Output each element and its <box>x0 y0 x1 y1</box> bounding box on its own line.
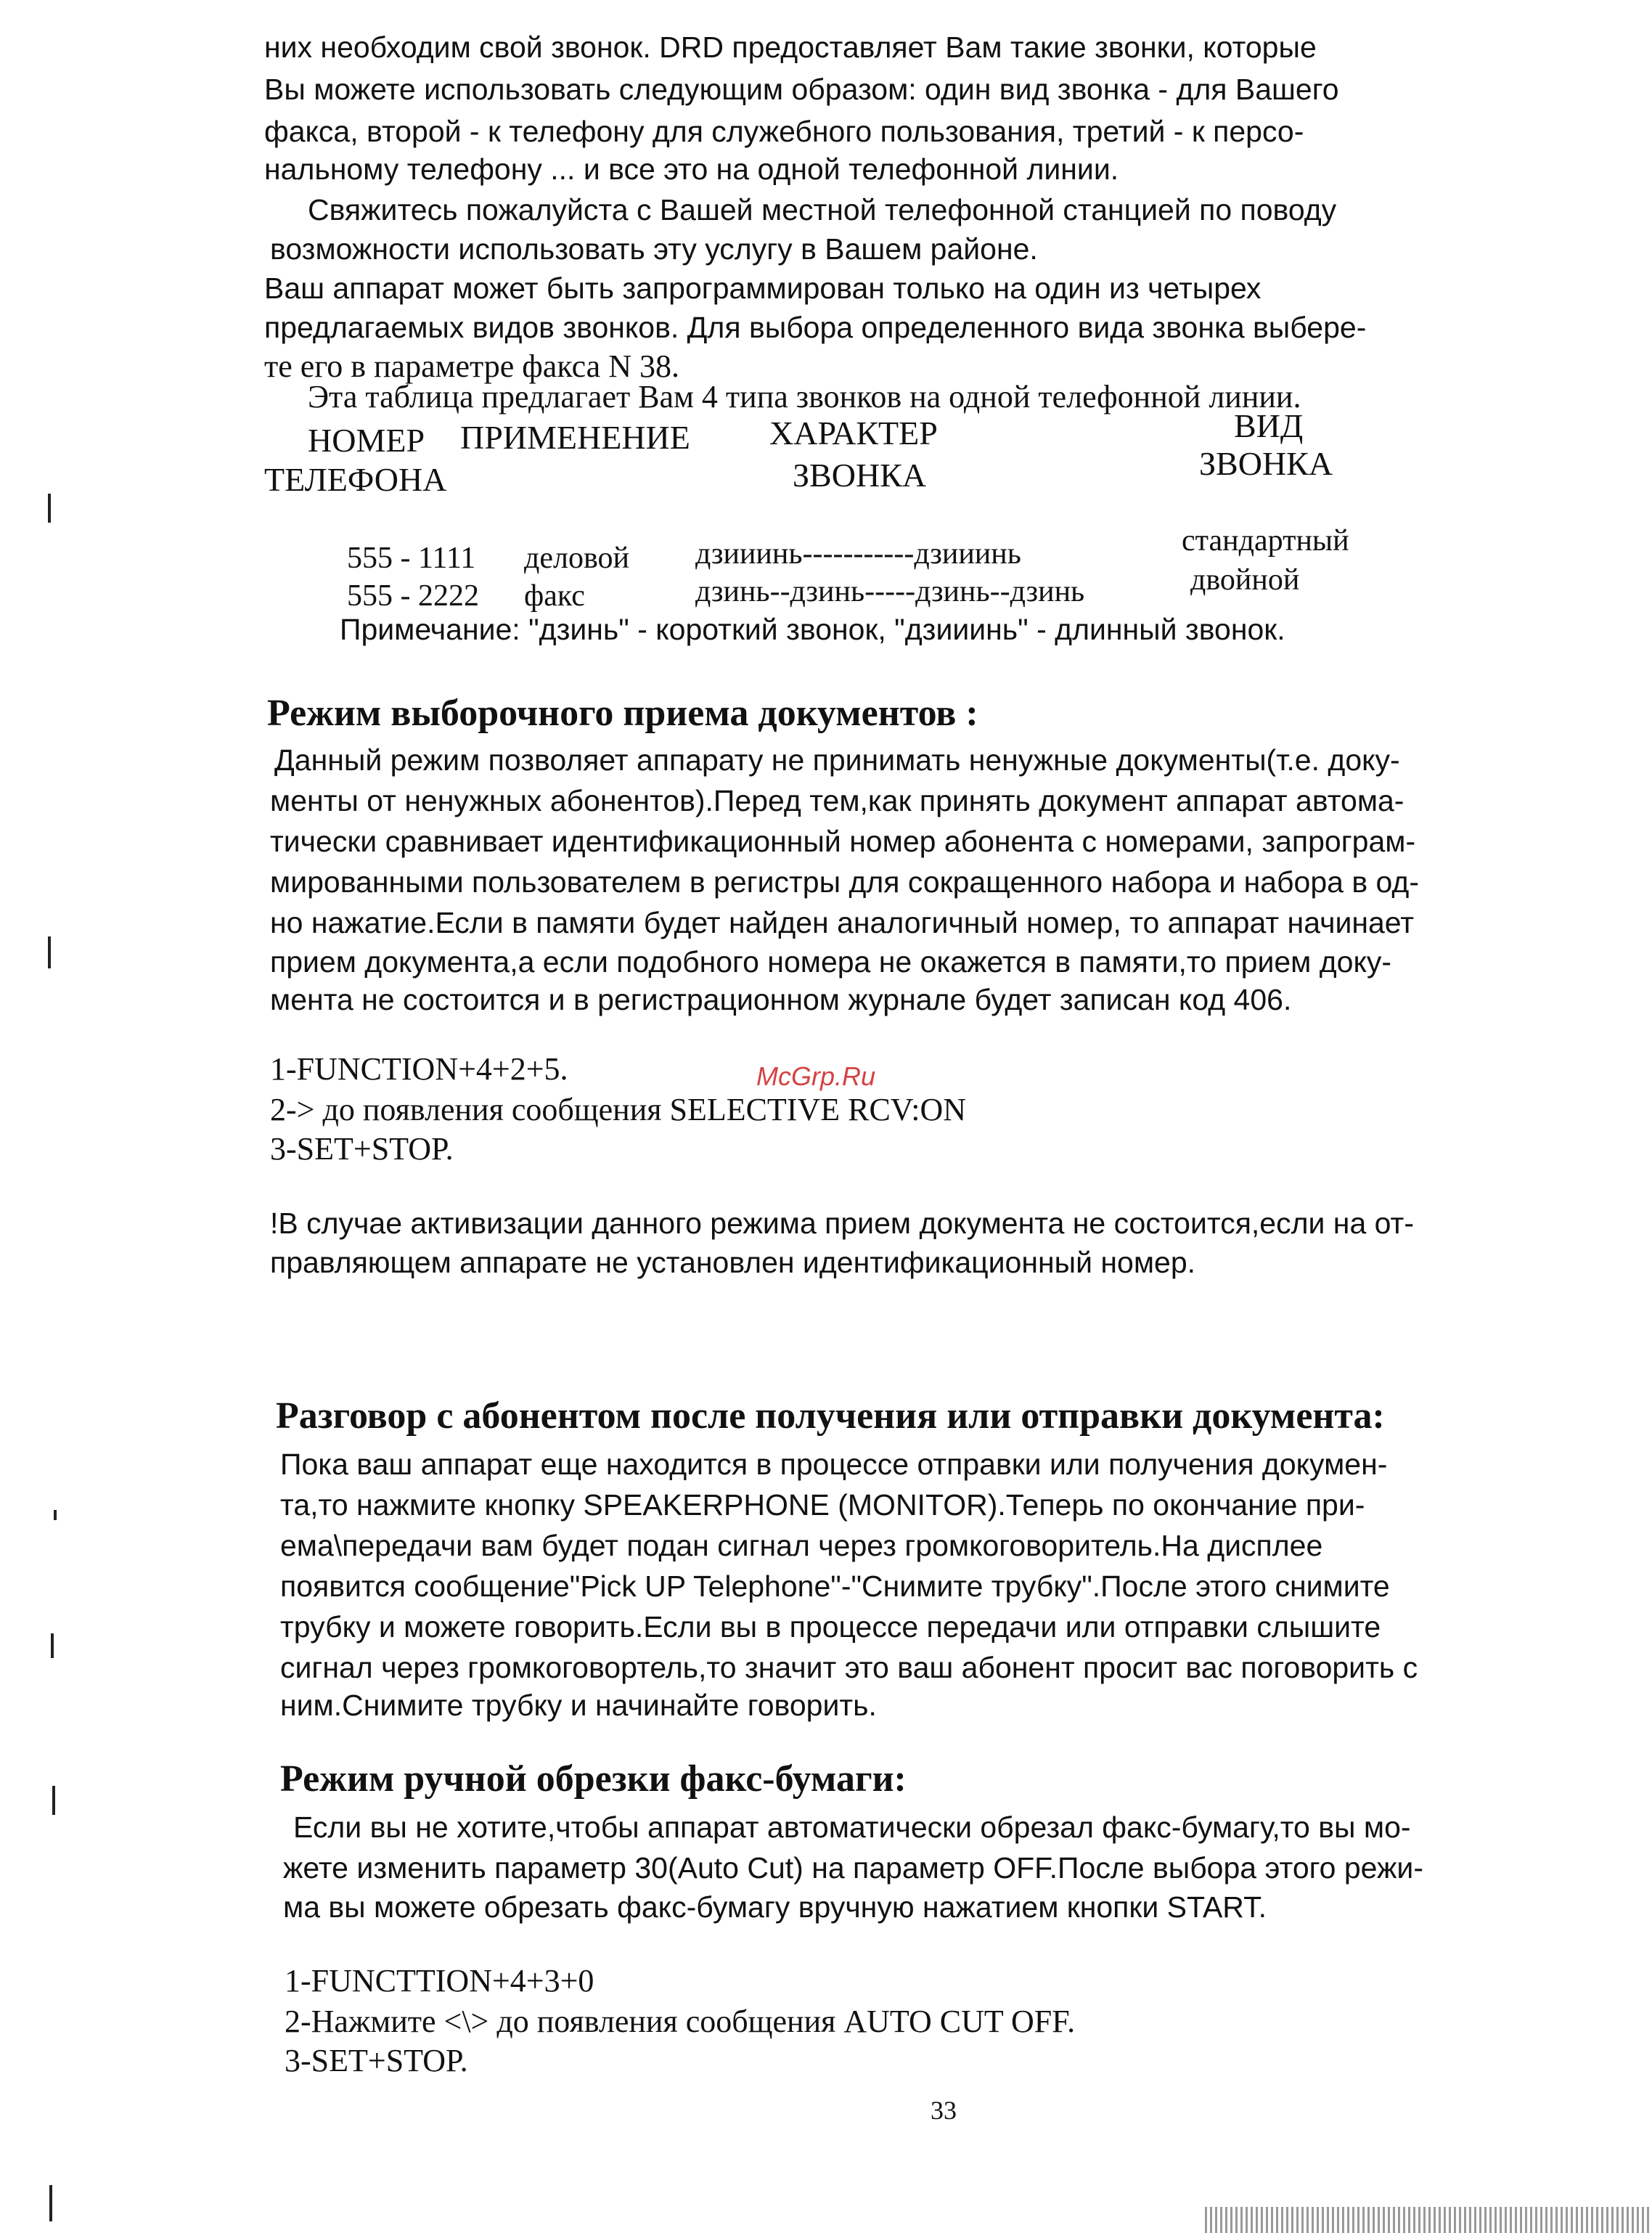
paragraph-line: та,то нажмите кнопку SPEAKERPHONE (MONITOR).Теперь по окончание при- <box>280 1488 1365 1522</box>
table-header-number: НОМЕР <box>308 422 425 459</box>
table-note: Примечание: "дзинь" - короткий звонок, "дзииинь" - длинный звонок. <box>340 613 1285 646</box>
table-cell-number: 555 - 2222 <box>347 579 479 613</box>
intro-line: Свяжитесь пожалуйста с Вашей местной телефонной станцией по поводу <box>308 193 1337 226</box>
section-title-talk: Разговор с абонентом после получения или отправки документа: <box>276 1395 1385 1437</box>
paragraph-line: но нажатие.Если в памяти будет найден аналогичный номер, то аппарат начинает <box>270 906 1415 939</box>
paragraph-line: прием документа,а если подобного номера не окажется в памяти,то прием доку- <box>270 945 1392 979</box>
paragraph-line: мированными пользователем в регистры для сокращенного набора и набора в од- <box>270 865 1419 899</box>
scan-mark <box>48 936 51 968</box>
intro-line: нальному телефону ... и все это на одной телефонной линии. <box>264 152 1119 186</box>
scan-mark <box>54 1510 57 1520</box>
intro-line: Эта таблица предлагает Вам 4 типа звонков на одной телефонной линии. <box>308 379 1301 415</box>
scan-mark <box>51 1633 54 1658</box>
page-number: 33 <box>931 2096 957 2125</box>
warning-line: правляющем аппарате не установлен идентификационный номер. <box>270 1246 1196 1279</box>
paragraph-line: ним.Снимите трубку и начинайте говорить. <box>280 1689 877 1722</box>
table-header-usage: ПРИМЕНЕНИЕ <box>460 419 690 456</box>
scan-mark <box>52 1786 55 1815</box>
intro-line: возможности использовать эту услугу в Вашем районе. <box>270 232 1038 266</box>
step-line: 3-SET+STOP. <box>270 1131 454 1167</box>
step-line: 1-FUNCTION+4+2+5. <box>270 1051 568 1087</box>
paragraph-line: тически сравнивает идентификационный номер абонента с номерами, запрограм- <box>270 825 1416 858</box>
paragraph-line: менты от ненужных абонентов).Перед тем,как принять документ аппарат автома- <box>270 784 1404 817</box>
step-line: 1-FUNCTTION+4+3+0 <box>285 1963 594 1999</box>
intro-line: предлагаемых видов звонков. Для выбора определенного вида звонка выбере- <box>264 311 1367 344</box>
section-title-selective: Режим выборочного приема документов : <box>267 693 978 734</box>
step-line: 2-> до появления сообщения SELECTIVE RCV:ON <box>270 1092 967 1127</box>
table-header-character: ХАРАКТЕР <box>769 415 938 452</box>
intro-line: факса, второй - к телефону для служебного пользования, третий - к персо- <box>264 115 1304 148</box>
paragraph-line: Пока ваш аппарат еще находится в процессе отправки или получения докумен- <box>280 1448 1388 1481</box>
paragraph-line: сигнал через громкоговортель,то значит это ваш абонент просит вас поговорить с <box>280 1651 1418 1684</box>
table-header-kind: ЗВОНКА <box>1199 445 1333 482</box>
table-header-kind: ВИД <box>1234 407 1304 444</box>
table-cell-pattern: дзинь--дзинь-----дзинь--дзинь <box>695 575 1085 608</box>
intro-line: Вы можете использовать следующим образом: один вид звонка - для Вашего <box>264 73 1339 106</box>
table-cell-kind: двойной <box>1190 563 1300 597</box>
scan-edge-dots <box>1205 2207 1652 2233</box>
paragraph-line: мента не состоится и в регистрационном журнале будет записан код 406. <box>270 983 1292 1016</box>
intro-line: те его в параметре факса N 38. <box>264 348 679 384</box>
table-cell-usage: факс <box>524 579 585 613</box>
paragraph-line: Если вы не хотите,чтобы аппарат автоматически обрезал факс-бумагу,то вы мо- <box>293 1811 1411 1844</box>
paragraph-line: появится сообщение"Pick UP Telephone"-"Снимите трубку".После этого снимите <box>280 1569 1390 1603</box>
step-line: 3-SET+STOP. <box>285 2043 468 2078</box>
table-cell-number: 555 - 1111 <box>347 542 476 575</box>
paragraph-line: Данный режим позволяет аппарату не принимать ненужные документы(т.е. доку- <box>274 743 1400 777</box>
table-cell-usage: деловой <box>524 542 629 575</box>
watermark-text: McGrp.Ru <box>756 1061 876 1091</box>
section-title-cut: Режим ручной обрезки факс-бумаги: <box>280 1758 907 1800</box>
scan-mark <box>49 2185 52 2221</box>
table-cell-pattern: дзииинь-----------дзииинь <box>695 537 1021 571</box>
warning-line: !В случае активизации данного режима прием документа не состоится,если на от- <box>270 1207 1414 1240</box>
intro-line: Ваш аппарат может быть запрограммирован только на один из четырех <box>264 272 1262 305</box>
table-cell-kind: стандартный <box>1182 524 1349 558</box>
step-line: 2-Нажмите <\> до появления сообщения AUTO CUT OFF. <box>285 2004 1076 2039</box>
scan-mark <box>48 494 51 523</box>
paragraph-line: жете изменить параметр 30(Auto Cut) на параметр OFF.После выбора этого режи- <box>283 1851 1423 1885</box>
paragraph-line: ма вы можете обрезать факс-бумагу вручную нажатием кнопки START. <box>283 1890 1267 1924</box>
paragraph-line: трубку и можете говорить.Если вы в процессе передачи или отправки слышите <box>280 1610 1381 1644</box>
table-header-character: ЗВОНКА <box>793 457 927 494</box>
table-header-number: ТЕЛЕФОНА <box>264 461 447 498</box>
paragraph-line: ема\передачи вам будет подан сигнал через громкоговоритель.На дисплее <box>280 1529 1323 1562</box>
intro-line: них необходим свой звонок. DRD предоставляет Вам такие звонки, которые <box>264 30 1317 64</box>
